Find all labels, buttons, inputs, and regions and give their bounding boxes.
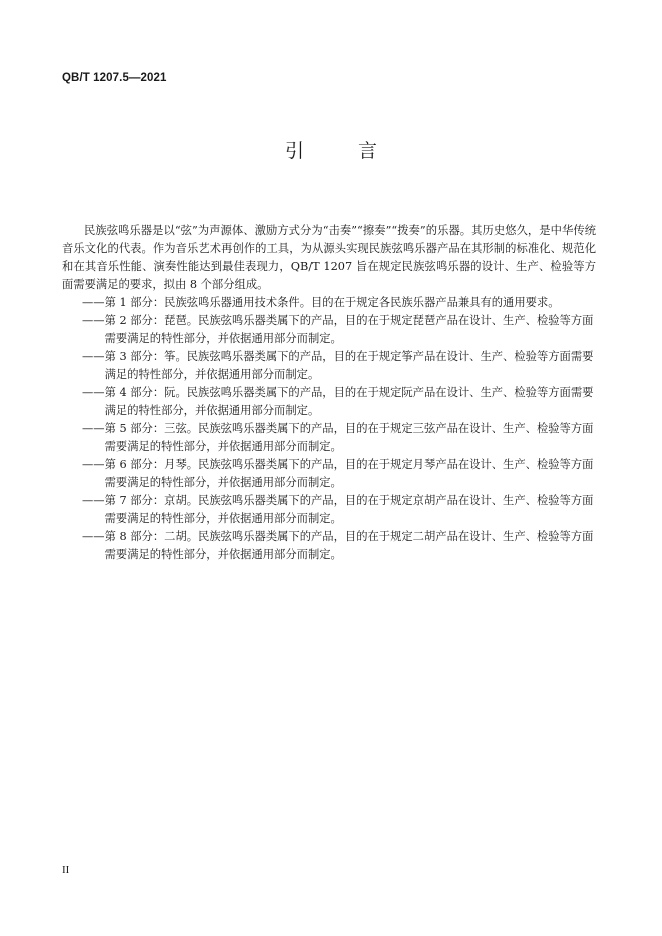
- document-body: [62, 222, 596, 564]
- dash-marker: ——: [82, 296, 105, 309]
- part-item-7: [62, 492, 596, 528]
- standard-code: QB/T 1207.5—2021: [62, 72, 167, 84]
- part-item-4: [62, 384, 596, 420]
- part-text: 第 4 部分：阮。民族弦鸣乐器类属下的产品，目的在于规定阮产品在设计、生产、检验等方面需要满足的特性部分，并依据通用部分而制定。: [104, 386, 594, 417]
- dash-marker: ——: [82, 530, 105, 543]
- dash-marker: ——: [82, 494, 105, 507]
- part-item-3: [62, 348, 596, 384]
- dash-marker: ——: [82, 422, 105, 435]
- dash-marker: ——: [82, 314, 105, 327]
- dash-marker: ——: [82, 458, 105, 471]
- part-item-8: [62, 528, 596, 564]
- page-number: II: [62, 864, 70, 876]
- dash-marker: ——: [82, 350, 105, 363]
- page-title: 引 言: [284, 140, 402, 162]
- part-item-2: [62, 312, 596, 348]
- part-item-6: [62, 456, 596, 492]
- parts-list: [62, 294, 596, 564]
- dash-marker: ——: [82, 386, 105, 399]
- part-item-5: [62, 420, 596, 456]
- intro-paragraph: 民族弦鸣乐器是以“弦”为声源体、激励方式分为“击奏”“擦奏”“拨奏”的乐器。其历史悠久，是中华传统音乐文化的代表。作为音乐艺术再创作的工具，为从源头实现民族弦鸣乐器产品在其形制的标准化、规范化和在其音乐性能、演奏性能达到最佳表现力，QB/T 1207 旨在规定民族弦鸣乐器的设计、生产、检验等方面需要满足的要求，拟由 8 个部分组成。: [62, 224, 596, 291]
- part-text: 第 5 部分：三弦。民族弦鸣乐器类属下的产品，目的在于规定三弦产品在设计、生产、检验等方面需要满足的特性部分，并依据通用部分而制定。: [104, 422, 594, 453]
- part-text: 第 6 部分：月琴。民族弦鸣乐器类属下的产品，目的在于规定月琴产品在设计、生产、检验等方面需要满足的特性部分，并依据通用部分而制定。: [104, 458, 594, 489]
- part-text: 第 3 部分：筝。民族弦鸣乐器类属下的产品，目的在于规定筝产品在设计、生产、检验等方面需要满足的特性部分，并依据通用部分而制定。: [104, 350, 594, 381]
- part-item-1: [62, 294, 596, 312]
- part-text: 第 7 部分：京胡。民族弦鸣乐器类属下的产品，目的在于规定京胡产品在设计、生产、检验等方面需要满足的特性部分，并依据通用部分而制定。: [104, 494, 594, 525]
- part-text: 第 8 部分：二胡。民族弦鸣乐器类属下的产品，目的在于规定二胡产品在设计、生产、检验等方面需要满足的特性部分，并依据通用部分而制定。: [104, 530, 594, 561]
- part-text: 第 1 部分：民族弦鸣乐器通用技术条件。目的在于规定各民族乐器产品兼具有的通用要求。: [104, 296, 560, 309]
- part-text: 第 2 部分：琵琶。民族弦鸣乐器类属下的产品，目的在于规定琵琶产品在设计、生产、检验等方面需要满足的特性部分，并依据通用部分而制定。: [104, 314, 594, 345]
